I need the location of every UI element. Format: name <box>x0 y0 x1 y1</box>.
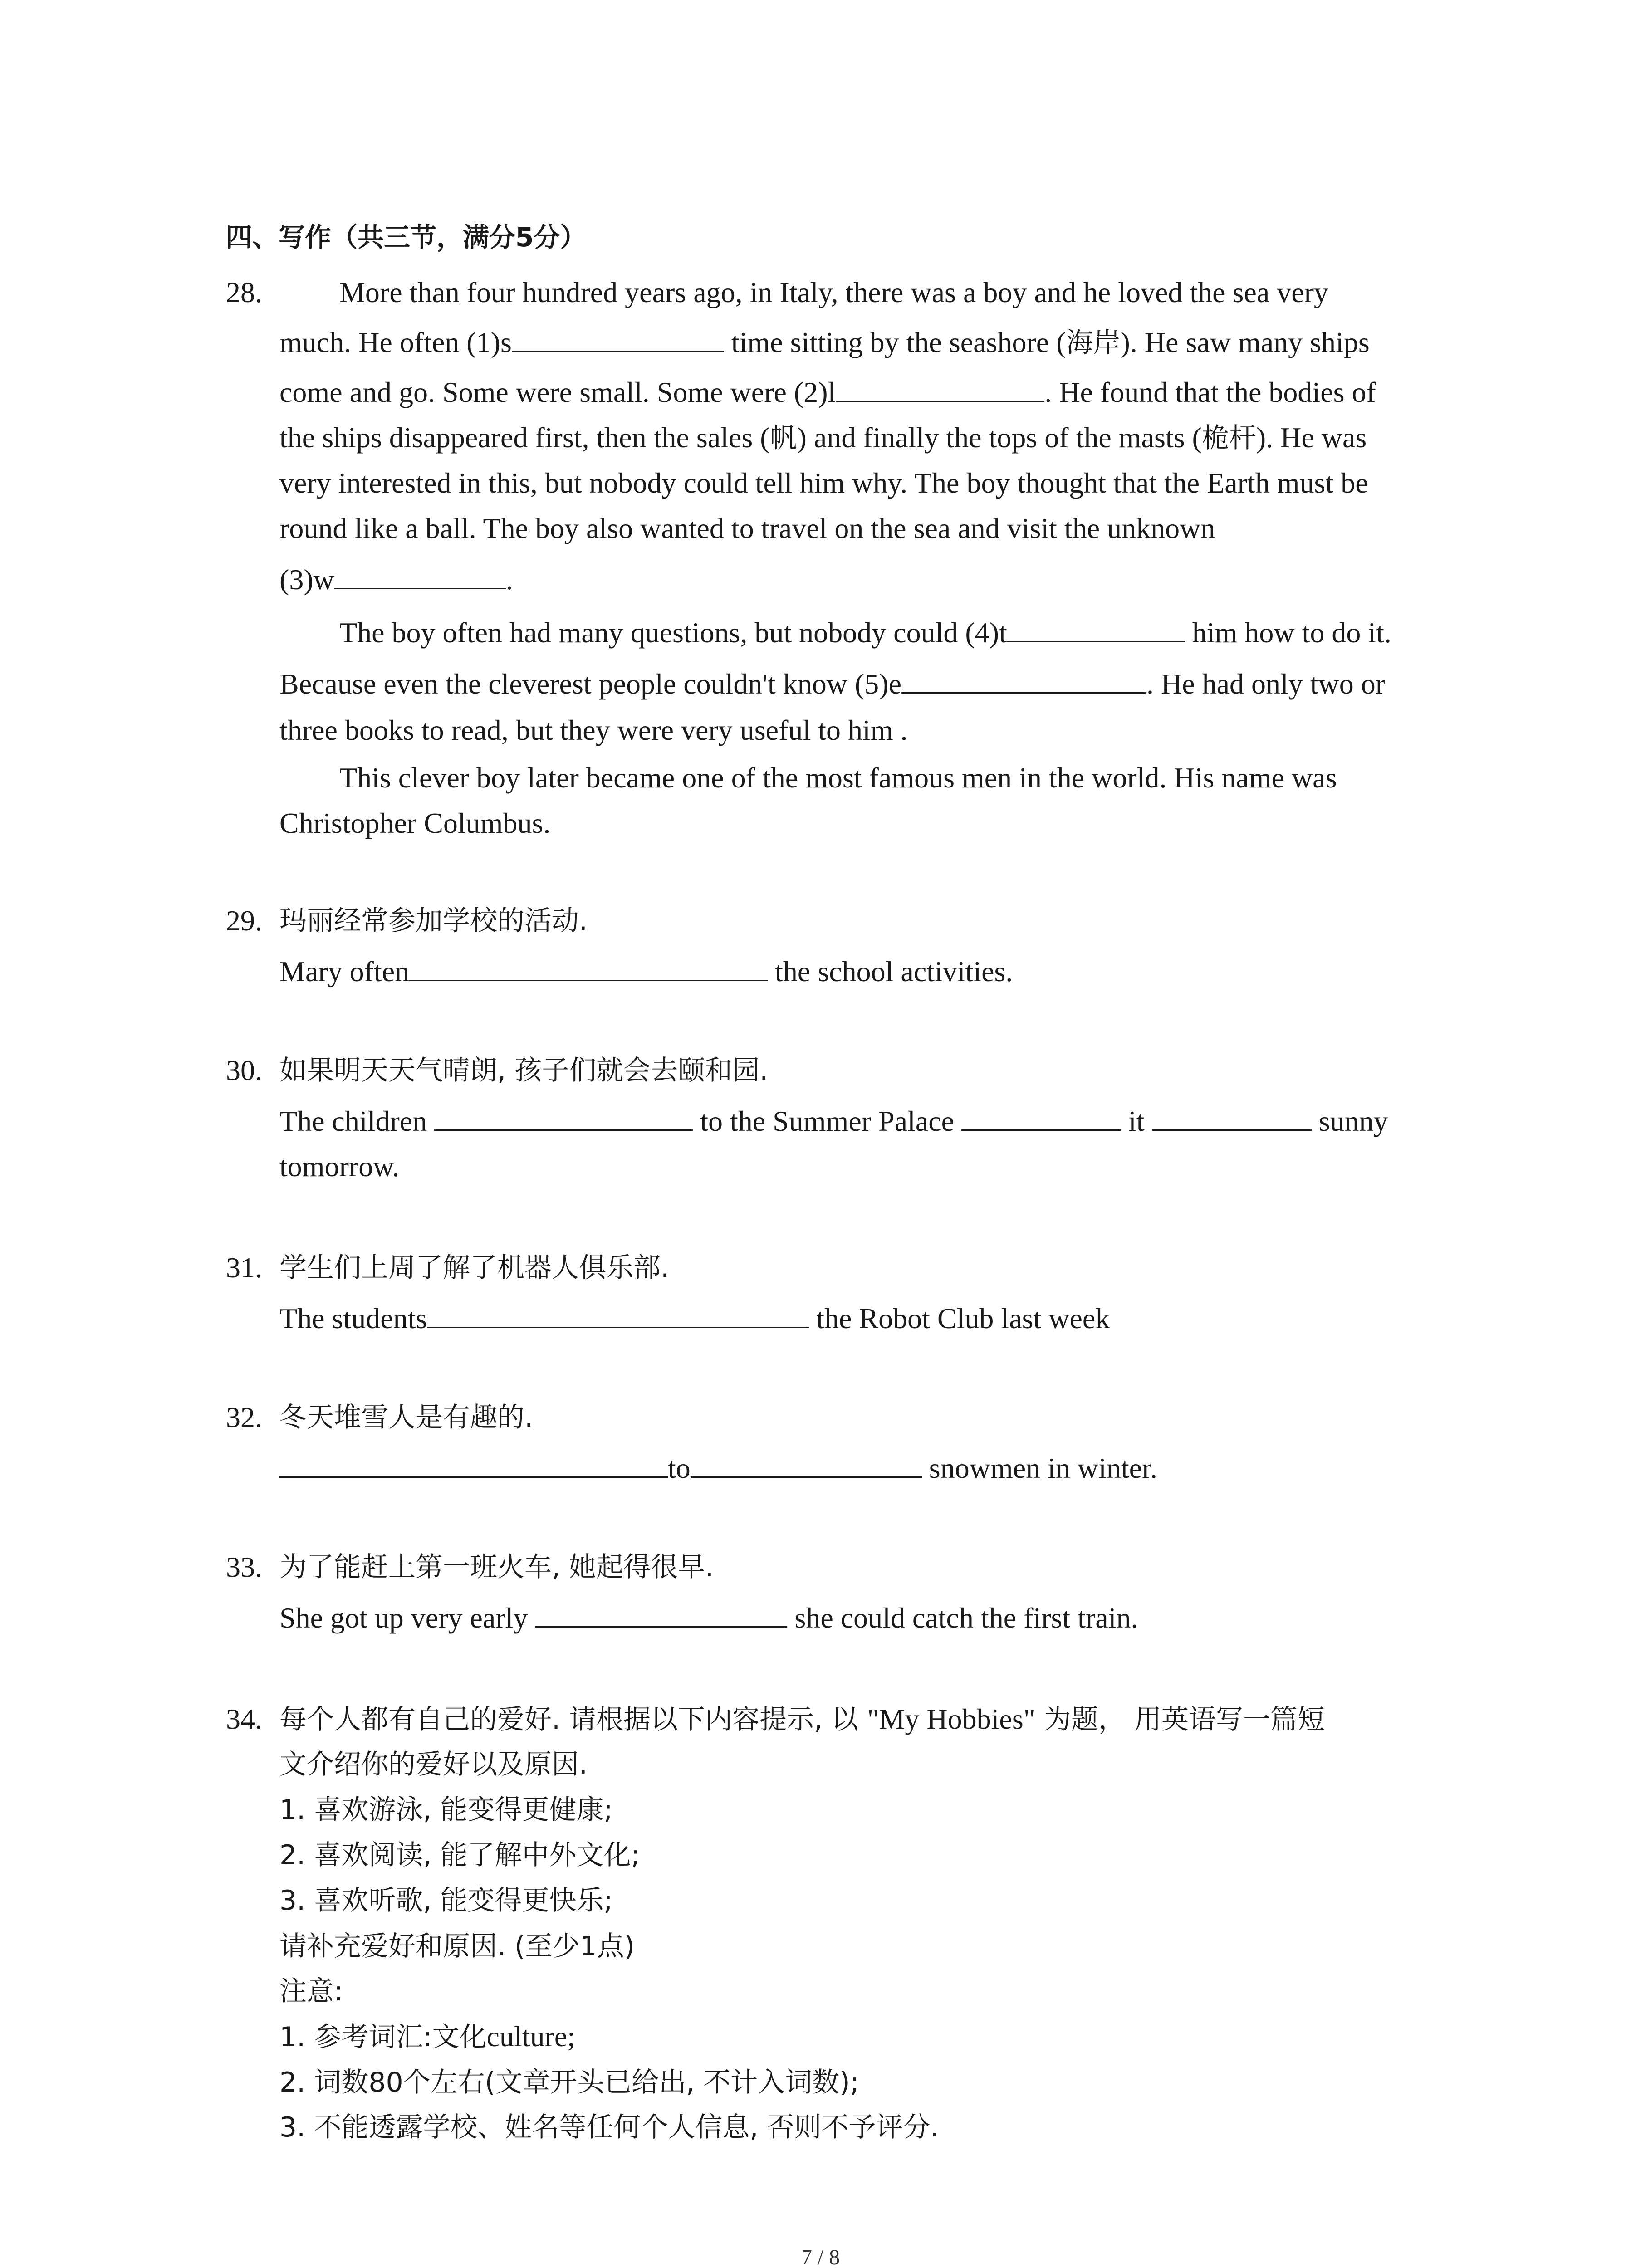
q34-text: 文章开头已给出, 不计入词数); <box>495 2067 859 2098</box>
q30-answer-line <box>279 1099 1388 1144</box>
q28-gloss: 海岸 <box>1066 327 1121 359</box>
answer-blank-q32-1[interactable] <box>279 1448 668 1478</box>
q28-text: . <box>505 563 513 596</box>
q34-line-6 <box>279 1923 635 1969</box>
q28-line-3 <box>279 370 1376 415</box>
q28-line-12: Christopher Columbus. <box>279 807 551 839</box>
q28-line-8 <box>339 610 1391 655</box>
q28-text: . He had only two or <box>1146 668 1386 700</box>
q28-text: . He found that the bodies of <box>1044 376 1376 408</box>
question-32-number: 32. <box>226 1401 262 1433</box>
q34-line-1 <box>279 1696 1325 1742</box>
question-28-number: 28. <box>226 276 262 308</box>
q33-text: she could catch the first train. <box>787 1602 1138 1634</box>
q29-text: the school activities. <box>768 955 1013 987</box>
answer-blank-1[interactable] <box>512 323 724 352</box>
question-33-number: 33. <box>226 1551 262 1583</box>
q28-text: the ships disappeared first, then the sales ( <box>279 421 770 454</box>
section-title: 四、写作（共三节，满分5分） <box>226 222 587 253</box>
q33-text: She got up very early <box>279 1602 535 1634</box>
q28-line-7 <box>279 557 513 602</box>
q28-text: him how to do it. <box>1185 616 1391 649</box>
q32-prompt: 冬天堆雪人是有趣的. <box>279 1402 534 1433</box>
q29-answer-line <box>279 949 1013 994</box>
q31-prompt: 学生们上周了解了机器人俱乐部. <box>279 1252 670 1284</box>
answer-blank-q33[interactable] <box>535 1598 787 1628</box>
q30-text: it <box>1121 1105 1152 1137</box>
q34-line-2: 文介绍你的爱好以及原因. <box>279 1749 588 1780</box>
question-29-number: 29. <box>226 904 262 937</box>
q28-line-6: round like a ball. The boy also wanted to travel on the sea and visit the unknown <box>279 512 1215 544</box>
q28-text: (3)w <box>279 563 334 596</box>
page-number: 7 / 8 <box>801 2245 840 2268</box>
q34-text: 每个人都有自己的爱好. 请根据以下内容提示, 以 <box>279 1704 867 1735</box>
q30-text: The children <box>279 1105 435 1137</box>
q29-text: Mary often <box>279 955 410 987</box>
q33-prompt: 为了能赶上第一班火车, 她起得很早. <box>279 1551 714 1583</box>
q30-prompt: 如果明天天气晴朗, 孩子们就会去颐和园. <box>279 1055 769 1086</box>
q34-note-2 <box>279 2059 859 2105</box>
q34-note-heading: 注意: <box>279 1975 343 2007</box>
q30-text: to the Summer Palace <box>693 1105 962 1137</box>
answer-blank-q30-2[interactable] <box>961 1101 1121 1131</box>
q28-text: ). He saw many ships <box>1120 326 1370 358</box>
answer-blank-q30-3[interactable] <box>1152 1101 1312 1131</box>
q28-text: time sitting by the seashore ( <box>724 326 1066 358</box>
q34-text: 至少1点) <box>525 1931 635 1962</box>
q34-note-3: 3. 不能透露学校、姓名等任何个人信息, 否则不予评分. <box>279 2112 939 2143</box>
q28-text: The boy often had many questions, but nobody could (4)t <box>339 616 1007 649</box>
answer-blank-2[interactable] <box>836 372 1044 402</box>
answer-blank-q31[interactable] <box>427 1299 809 1328</box>
answer-blank-4[interactable] <box>1007 613 1185 642</box>
q28-text: much. He often (1)s <box>279 326 512 358</box>
answer-blank-q32-2[interactable] <box>691 1448 922 1478</box>
q34-text: 1. 参考词汇:文化 <box>279 2021 487 2053</box>
q28-line-9 <box>279 661 1385 707</box>
q32-text: snowmen in winter. <box>921 1452 1157 1484</box>
question-34-number: 34. <box>226 1703 262 1735</box>
q32-answer-line <box>279 1446 1157 1491</box>
q30-text: sunny <box>1311 1105 1388 1137</box>
q28-gloss: 桅杆 <box>1201 422 1256 454</box>
answer-blank-q30-1[interactable] <box>434 1101 693 1131</box>
q28-text: Because even the cleverest people couldn't know (5)e <box>279 668 901 700</box>
q34-text: 2. 词数80个左右( <box>279 2067 496 2098</box>
q28-text: ) and finally the tops of the masts ( <box>797 421 1202 454</box>
q34-text: culture; <box>486 2020 576 2053</box>
q28-line-5: very interested in this, but nobody could tell him why. The boy thought that the Earth must be <box>279 467 1368 499</box>
q34-text: 请补充爱好和原因. ( <box>279 1931 525 1962</box>
q31-text: The students <box>279 1302 427 1334</box>
q30-answer-line-2: tomorrow. <box>279 1150 400 1183</box>
q28-text: come and go. Some were small. Some were (2)l <box>279 376 836 408</box>
q28-line-10: three books to read, but they were very useful to him . <box>279 714 908 746</box>
q28-line-1: More than four hundred years ago, in Italy, there was a boy and he loved the sea very <box>339 276 1328 308</box>
q31-text: the Robot Club last week <box>809 1302 1110 1334</box>
q34-hint-1: 1. 喜欢游泳, 能变得更健康; <box>279 1794 613 1826</box>
q32-text: to <box>668 1452 691 1484</box>
q28-gloss: 帆 <box>769 422 797 454</box>
q28-text: ). He was <box>1256 421 1367 454</box>
q31-answer-line <box>279 1296 1110 1341</box>
q28-line-11: This clever boy later became one of the most famous men in the world. His name was <box>339 762 1337 794</box>
q29-prompt: 玛丽经常参加学校的活动. <box>279 905 588 937</box>
q34-text: "My Hobbies" <box>867 1703 1035 1735</box>
q28-line-4 <box>279 415 1367 461</box>
answer-blank-5[interactable] <box>901 664 1146 694</box>
q34-hint-2: 2. 喜欢阅读, 能了解中外文化; <box>279 1839 640 1871</box>
q34-note-1 <box>279 2014 575 2060</box>
q34-text: 为题， 用英语写一篇短 <box>1035 1704 1325 1735</box>
question-31-number: 31. <box>226 1251 262 1284</box>
question-30-number: 30. <box>226 1054 262 1086</box>
q33-answer-line <box>279 1595 1138 1641</box>
q28-line-2 <box>279 320 1370 366</box>
answer-blank-3[interactable] <box>334 560 506 589</box>
q34-hint-3: 3. 喜欢听歌, 能变得更快乐; <box>279 1885 613 1916</box>
answer-blank-q29[interactable] <box>409 952 768 981</box>
